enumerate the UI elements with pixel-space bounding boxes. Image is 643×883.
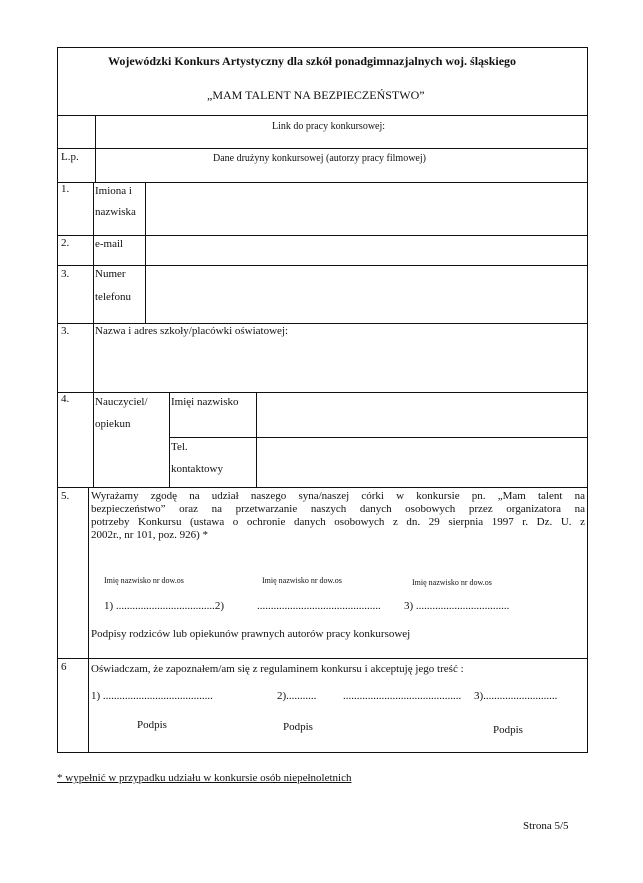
teacher-tel-label-1: Tel.	[171, 441, 188, 453]
footnote: * wypełnić w przypadku udziału w konkursie osób niepełnoletnich	[57, 772, 352, 784]
row4-number: 4.	[61, 393, 70, 405]
row3-number: 3.	[61, 268, 70, 280]
consent-line-4: 2002r., nr 101, poz. 926) *	[91, 529, 209, 541]
frame-bottom	[57, 752, 588, 753]
rule-link-mid	[57, 148, 588, 149]
id-caption-1: Imię nazwisko nr dow.os	[104, 576, 184, 585]
signature-caption-2: Podpis	[283, 721, 313, 733]
lp-label: L.p.	[61, 151, 79, 163]
email-field[interactable]	[146, 236, 587, 264]
student-signature-line-3[interactable]: 3)...........................	[474, 690, 558, 702]
frame-right	[587, 47, 588, 753]
row1-label-2: nazwiska	[95, 206, 136, 218]
row1-label-1: Imiona i	[95, 185, 132, 197]
teacher-label-1: Nauczyciel/	[95, 396, 148, 408]
student-signature-line-1[interactable]: 1) ........................................	[91, 690, 213, 702]
rule-link-left	[95, 115, 96, 148]
email-label: e-mail	[95, 238, 124, 250]
page-number: Strona 5/5	[523, 820, 569, 832]
id-caption-2: Imię nazwisko nr dow.os	[262, 576, 342, 585]
parents-signatures-label: Podpisy rodziców lub opiekunów prawnych autorów pracy konkursowej	[91, 628, 411, 640]
rule-r2-a	[93, 235, 94, 265]
phone-field[interactable]	[146, 266, 587, 322]
row2-number: 2.	[61, 237, 70, 249]
form-title: Wojewódzki Konkurs Artystyczny dla szkół ponadgimnazjalnych woj. śląskiego	[108, 54, 517, 68]
rule-link-top	[57, 115, 588, 116]
teacher-label-2: opiekun	[95, 418, 131, 430]
consent-line-3: potrzeby Konkursu (ustawa o ochronie danych osobowych z dn. 29 sierpnia 1997 r. Dz. U. z	[91, 516, 585, 528]
frame-left	[57, 47, 58, 753]
teacher-tel-label-2: kontaktowy	[171, 463, 223, 475]
row5-number: 5.	[61, 490, 70, 502]
teacher-name-label: Imięi nazwisko	[171, 396, 239, 408]
parent-signature-line-3[interactable]: 3) ..................................	[404, 600, 510, 612]
row1-number: 1.	[61, 183, 70, 195]
teacher-phone-field[interactable]	[257, 438, 587, 486]
parent-signature-line-2[interactable]: .............................................	[257, 600, 381, 612]
team-label: Dane drużyny konkursowej (autorzy pracy filmowej)	[213, 153, 426, 164]
student-signature-line-2[interactable]: 2)...........	[277, 690, 317, 702]
consent-line-2: bezpieczeństwo” oraz na przetwarzanie naszych danych osobowych przez organizatora na	[91, 503, 585, 515]
rule-r4-bottom	[57, 487, 588, 488]
teacher-name-field[interactable]	[257, 393, 587, 437]
phone-label-1: Numer	[95, 268, 126, 280]
school-label: Nazwa i adres szkoły/placówki oświatowej:	[95, 325, 289, 337]
regulation-statement: Oświadczam, że zapoznałem/am się z regulaminem konkursu i akceptuję jego treść :	[91, 663, 464, 675]
names-field[interactable]	[146, 183, 587, 234]
rule-r3-bottom	[57, 323, 588, 324]
student-signature-line-2b[interactable]: ...........................................	[343, 690, 462, 702]
link-label: Link do pracy konkursowej:	[272, 121, 386, 132]
id-caption-3: Imię nazwisko nr dow.os	[412, 578, 492, 587]
form-subtitle: „MAM TALENT NA BEZPIECZEŃSTWO”	[207, 88, 425, 102]
row3b-number: 3.	[61, 325, 70, 337]
parent-signature-line-1[interactable]: 1) ....................................2)	[104, 600, 225, 612]
rule-lp-left	[95, 148, 96, 182]
frame-top	[57, 47, 588, 48]
rule-r3-a	[93, 265, 94, 323]
rule-r6-a	[88, 658, 89, 752]
rule-r5-bottom	[57, 658, 588, 659]
row6-number: 6	[61, 661, 67, 673]
rule-r4-b	[169, 392, 170, 487]
rule-r4-a	[93, 392, 94, 487]
school-field[interactable]	[94, 340, 587, 391]
rule-r5-a	[88, 487, 89, 658]
consent-line-1: Wyrażamy zgodę na udział naszego syna/naszej córki w konkursie pn. „Mam talent na	[91, 490, 585, 502]
signature-caption-1: Podpis	[137, 719, 167, 731]
rule-r1-a	[93, 182, 94, 235]
phone-label-2: telefonu	[95, 291, 132, 303]
signature-caption-3: Podpis	[493, 724, 523, 736]
